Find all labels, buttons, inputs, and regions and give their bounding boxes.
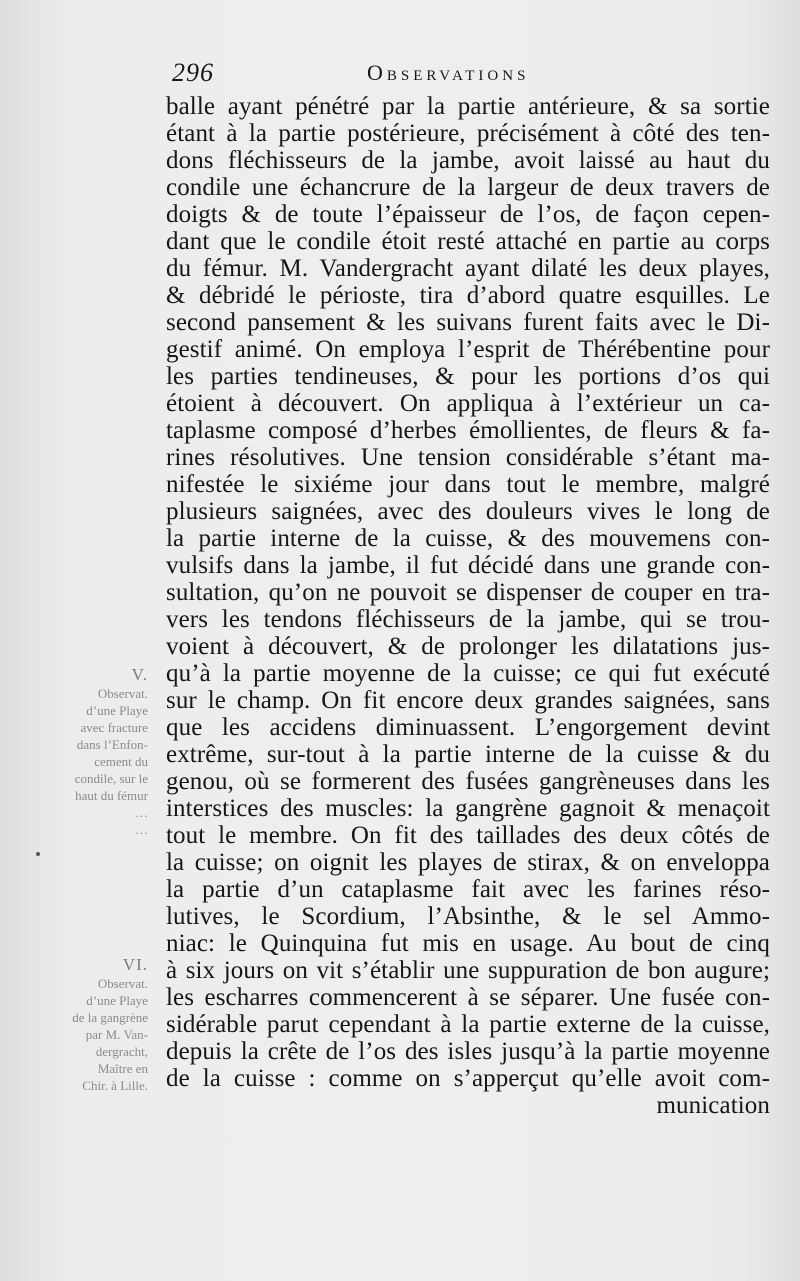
margin-note-vi <box>28 956 148 1094</box>
margin-note-line: d’une Playe <box>86 993 148 1008</box>
text-line: que les accidens diminuassent. L’engorgement devint <box>166 714 770 741</box>
text-line: doigts & de toute l’épaisseur de l’os, de façon cepen- <box>166 201 770 228</box>
margin-note-line: de la gangrène <box>72 1010 148 1025</box>
text-line: dons fléchisseurs de la jambe, avoit laissé au haut du <box>166 147 770 174</box>
page-header <box>170 58 770 92</box>
text-line: dant que le condile étoit resté attaché en partie au corps <box>166 228 770 255</box>
margin-note-line: Observat. <box>97 686 148 701</box>
text-line: second pansement & les suivans furent faits avec le Di- <box>166 309 770 336</box>
margin-note-line: Maître en <box>97 1061 148 1076</box>
margin-note-line: d’une Playe <box>86 703 148 718</box>
margin-note-line: Observat. <box>97 976 148 991</box>
margin-note-line: haut du fémur <box>75 788 148 803</box>
text-line: genou, où se formerent des fusées gangrèneuses dans les <box>166 768 770 795</box>
text-line: balle ayant pénétré par la partie antérieure, & sa sortie <box>166 93 770 120</box>
text-line: depuis la crête de l’os des isles jusqu’à la partie moyenne <box>166 1038 770 1065</box>
text-line: vulsifs dans la jambe, il fut décidé dans une grande con- <box>166 552 770 579</box>
text-line: la partie interne de la cuisse, & des mouvemens con- <box>166 525 770 552</box>
text-line: qu’à la partie moyenne de la cuisse; ce qui fut exécuté <box>166 660 770 687</box>
text-line: vers les tendons fléchisseurs de la jambe, qui se trou- <box>166 606 770 633</box>
text-line: la partie d’un cataplasme fait avec les farines réso- <box>166 876 770 903</box>
text-line: lutives, le Scordium, l’Absinthe, & le sel Ammo- <box>166 903 770 930</box>
text-line: interstices des muscles: la gangrène gagnoit & menaçoit <box>166 795 770 822</box>
margin-note-number: VI. <box>122 955 148 974</box>
text-line: extrême, sur-tout à la partie interne de la cuisse & du <box>166 741 770 768</box>
text-line: taplasme composé d’herbes émollientes, de fleurs & fa- <box>166 417 770 444</box>
margin-note-line: condile, sur le <box>74 771 148 786</box>
text-line: du fémur. M. Vandergracht ayant dilaté les deux playes, <box>166 255 770 282</box>
text-line: de la cuisse : comme on s’apperçut qu’elle avoit com- <box>166 1065 770 1092</box>
text-line: & débridé le périoste, tira d’abord quatre esquilles. Le <box>166 282 770 309</box>
text-line: condile une échancrure de la largeur de deux travers de <box>166 174 770 201</box>
margin-note-line: dergracht, <box>95 1044 148 1059</box>
margin-note-line: cement du <box>94 754 148 769</box>
margin-note-line: … <box>135 805 148 820</box>
margin-note-line: avec fracture <box>80 720 148 735</box>
text-line: rines résolutives. Une tension considérable s’étant ma- <box>166 444 770 471</box>
text-line: à six jours on vit s’établir une suppuration de bon augure; <box>166 957 770 984</box>
margin-note-v <box>28 666 148 838</box>
margin-note-line: … <box>135 822 148 837</box>
text-line: les escharres commencerent à se séparer. Une fusée con- <box>166 984 770 1011</box>
margin-note-number: V. <box>131 665 148 684</box>
text-line: sidérable parut cependant à la partie externe de la cuisse, <box>166 1011 770 1038</box>
margin-note-line: dans l’Enfon- <box>76 737 148 752</box>
ink-speck <box>36 852 40 856</box>
text-line: étoient à découvert. On appliqua à l’extérieur un ca- <box>166 390 770 417</box>
margin-note-line: par M. Van- <box>85 1027 148 1042</box>
text-line: tout le membre. On fit des taillades des deux côtés de <box>166 822 770 849</box>
text-line: gestif animé. On employa l’esprit de Thérébentine pour <box>166 336 770 363</box>
text-line: sultation, qu’on ne pouvoit se dispenser de couper en tra- <box>166 579 770 606</box>
text-line: plusieurs saignées, avec des douleurs vives le long de <box>166 498 770 525</box>
text-line: la cuisse; on oignit les playes de stirax, & on enveloppa <box>166 849 770 876</box>
text-line: les parties tendineuses, & pour les portions d’os qui <box>166 363 770 390</box>
page-number: 296 <box>172 58 214 87</box>
text-line: niac: le Quinquina fut mis en usage. Au bout de cinq <box>166 930 770 957</box>
running-head: Observations <box>367 60 530 85</box>
text-line: étant à la partie postérieure, précisément à côté des ten- <box>166 120 770 147</box>
text-line: nifestée le sixiéme jour dans tout le membre, malgré <box>166 471 770 498</box>
text-line: munication <box>656 1092 770 1119</box>
text-line: sur le champ. On fit encore deux grandes saignées, sans <box>166 687 770 714</box>
text-line: voient à découvert, & de prolonger les dilatations jus- <box>166 633 770 660</box>
margin-note-line: Chir. à Lille. <box>82 1078 148 1093</box>
